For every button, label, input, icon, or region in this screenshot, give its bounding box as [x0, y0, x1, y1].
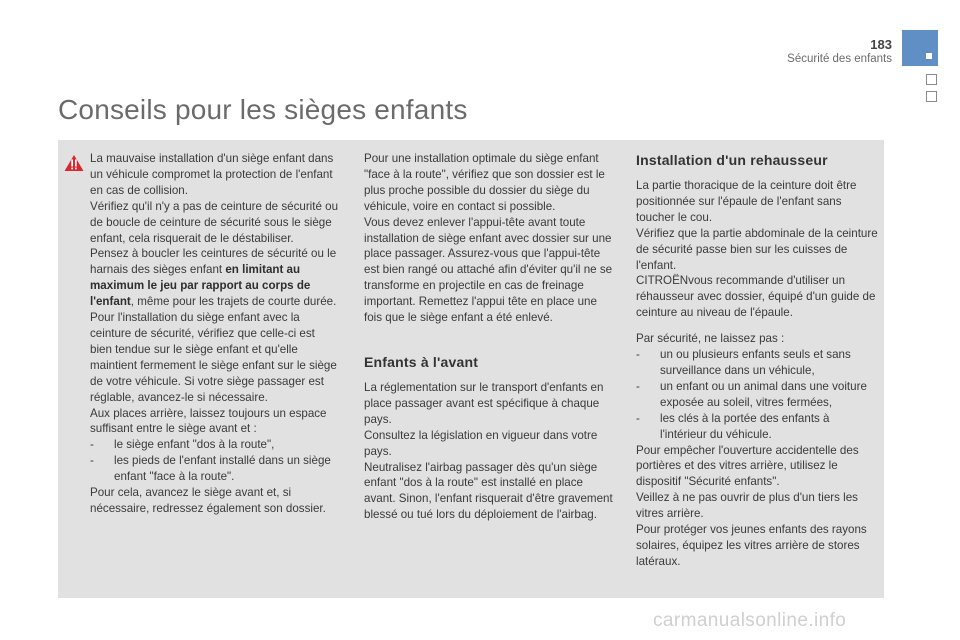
paragraph: CITROËNvous recommande d'utiliser un réhausseur avec dossier, équipé d'un guide de ceinture au niveau de l'épaule. — [636, 274, 876, 320]
list-item: - un ou plusieurs enfants seuls et sans surveillance dans un véhicule, — [636, 348, 851, 377]
paragraph: Pour empêcher l'ouverture accidentelle des portières et des vitres arrière, utilisez le dispositif "Sécurité enfants". — [636, 443, 859, 489]
watermark: carmanualsonline.info — [653, 610, 847, 631]
page-title: Conseils pour les sièges enfants — [58, 94, 468, 125]
paragraph: Par sécurité, ne laissez pas : — [636, 332, 785, 346]
paragraph: Aux places arrière, laissez toujours un espace suffisant entre le siège avant et : — [90, 406, 327, 436]
paragraph: Veillez à ne pas ouvrir de plus d'un tiers les vitres arrière. — [636, 491, 858, 521]
list-item: - les pieds de l'enfant installé dans un siège enfant "face à la route". — [90, 454, 331, 484]
section-box-2 — [926, 91, 937, 102]
paragraph: Vérifiez qu'il n'y a pas de ceinture de sécurité ou de boucle de ceinture de sécurité sous le siège enfant, cela risquerait de le déstabiliser. — [90, 199, 339, 245]
paragraph: Pensez à boucler les ceintures de sécurité ou le harnais des sièges enfant en limitant au maximum le jeu par rapport au corps de l'enfant, même pour les trajets de courte durée. — [90, 247, 337, 309]
column-middle — [364, 151, 616, 523]
section-heading-front: Enfants à l'avant — [364, 353, 479, 370]
section-heading-booster: Installation d'un rehausseur — [636, 152, 828, 168]
paragraph: Pour une installation optimale du siège enfant "face à la route", vérifiez que son dossier est le plus proche possible du dossier du siège du véhicule, voire en contact si possible. — [364, 152, 605, 213]
section-name: Sécurité des enfants — [787, 53, 892, 65]
page-number: 183 — [870, 37, 892, 52]
list-item: - le siège enfant "dos à la route", — [90, 438, 275, 452]
paragraph: La mauvaise installation d'un siège enfant dans un véhicule compromet la protection de l'enfant en cas de collision. — [90, 152, 334, 197]
paragraph: La partie thoracique de la ceinture doit être positionnée sur l'épaule de l'enfant sans toucher le cou. — [636, 179, 857, 224]
paragraph: Consultez la législation en vigueur dans votre pays. — [364, 428, 598, 458]
paragraph: Pour l'installation du siège enfant avec la ceinture de sécurité, vérifiez que celle-ci est bien tendue sur le siège enfant et qu'elle maintient fermement le siège enfant sur le siège de votre véhicule. Si votre siège passager est réglable, avancez-le si nécessaire. — [90, 311, 337, 404]
list-item: - les clés à la portée des enfants à l'intérieur du véhicule. — [636, 411, 830, 441]
column-left — [90, 151, 340, 517]
paragraph: Vous devez enlever l'appui-tête avant toute installation de siège enfant avec dossier sur une place passager. Assurez-vous que l'appui-tête est bien rangé ou attaché afin d'éviter qu'il ne se transforme en projectile en cas de freinage important. Remettez l'appui tête en place une fois que le siège enfant a été enlevé. — [364, 215, 613, 325]
paragraph: Pour protéger vos jeunes enfants des rayons solaires, équipez les vitres arrière de stores latéraux. — [636, 523, 867, 568]
section-tab-icon — [902, 30, 938, 66]
section-tab-marker — [926, 53, 932, 59]
page-header — [787, 38, 892, 66]
list-item: - un enfant ou un animal dans une voiture exposée au soleil, vitres fermées, — [636, 379, 867, 409]
column-right — [636, 151, 878, 570]
warning-icon — [64, 154, 84, 172]
paragraph: Pour cela, avancez le siège avant et, si nécessaire, redressez également son dossier. — [90, 486, 326, 515]
section-box-1 — [926, 74, 937, 85]
paragraph: La réglementation sur le transport d'enfants en place passager avant est spécifique à chaque pays. — [364, 380, 604, 426]
paragraph: Neutralisez l'airbag passager dès qu'un siège enfant "dos à la route" est installé en place avant. Sinon, l'enfant risquerait d'être gravement blessé ou tué lors du déploiement de l'airbag. — [364, 460, 613, 522]
paragraph: Vérifiez que la partie abdominale de la ceinture de sécurité passe bien sur les cuisses de l'enfant. — [636, 226, 878, 272]
bold-text: en limitant au maximum le jeu par rapport au corps de l'enfant — [90, 263, 311, 309]
